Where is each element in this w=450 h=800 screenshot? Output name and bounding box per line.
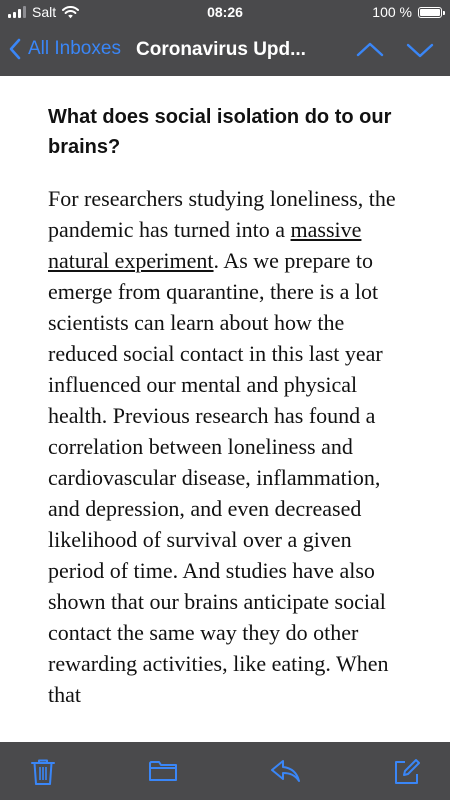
nav-bar [0, 26, 450, 76]
chevron-down-icon[interactable] [406, 39, 434, 61]
battery-fill [420, 9, 440, 16]
compose-icon[interactable] [393, 758, 421, 786]
message-navigation [356, 39, 434, 61]
battery-percentage: 100 % [372, 4, 412, 20]
back-label: All Inboxes [28, 38, 121, 59]
status-bar [0, 0, 450, 26]
bottom-toolbar [0, 742, 450, 800]
chevron-left-icon [8, 38, 22, 60]
folder-icon[interactable] [148, 758, 178, 784]
paragraph-text-rest: . As we prepare to emerge from quarantine, there is a lot scientists can learn about how the reduced social contact in this last year influenced our mental and physical health. Previous research has found a correlation between loneliness and cardiovascular disease, inflammation, and depression, and even decreased likelihood of survival over a given period of time. And studies have also shown that our brains anticipate social contact the same way they do other rewarding activities, like eating. When that [48, 248, 389, 707]
back-button[interactable] [8, 38, 121, 60]
trash-icon[interactable] [30, 758, 56, 786]
message-body[interactable] [0, 76, 450, 742]
status-time: 08:26 [207, 4, 243, 20]
reply-icon[interactable] [269, 758, 301, 784]
battery-icon [418, 7, 442, 18]
carrier-name: Salt [32, 4, 57, 20]
message-subject-title: Coronavirus Upd... [136, 39, 306, 60]
article-paragraph [48, 183, 408, 710]
article-link[interactable]: massive natural experiment [48, 217, 362, 273]
article-heading: What does social isolation do to our brains? [48, 106, 392, 158]
chevron-up-icon[interactable] [356, 39, 384, 61]
status-right [372, 4, 442, 20]
paragraph-text-start: For researchers studying loneliness, the pandemic has turned into a [48, 186, 396, 242]
